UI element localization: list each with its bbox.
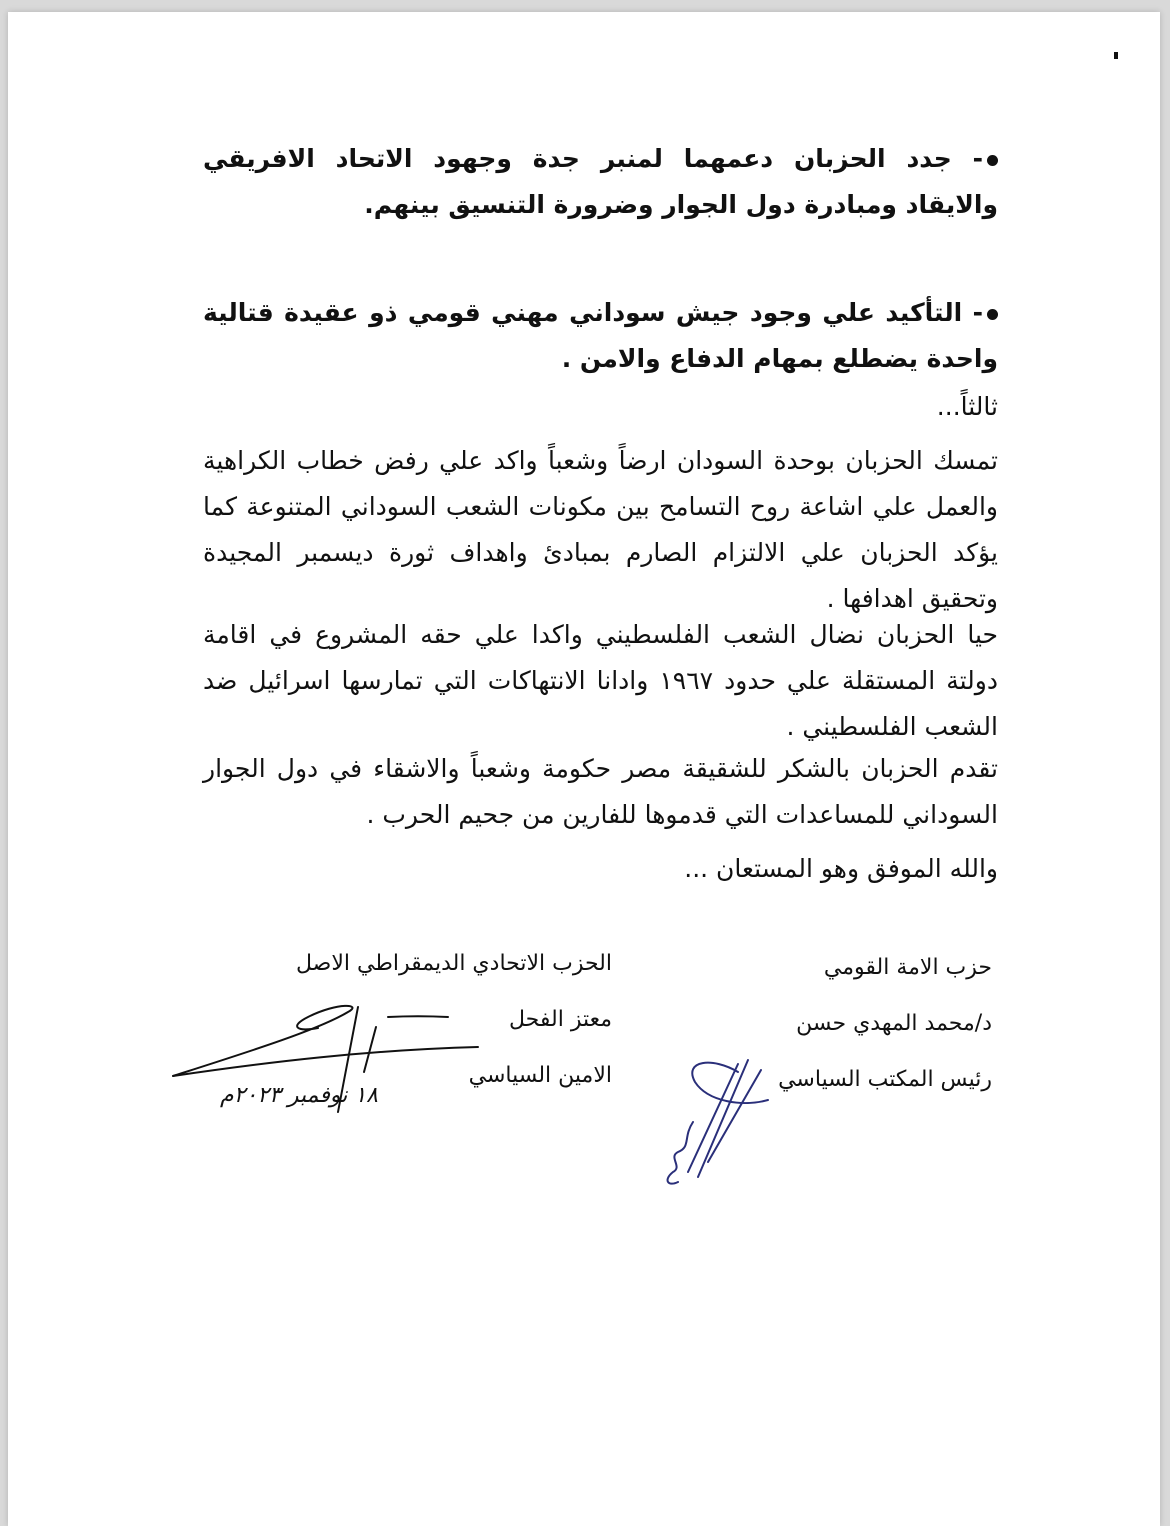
signatory-party: الحزب الاتحادي الديمقراطي الاصل <box>296 951 612 976</box>
section-heading: ثالثاً... <box>936 392 998 421</box>
signatory-title: الامين السياسي <box>468 1063 612 1088</box>
document-page <box>8 12 1160 1526</box>
closing-line: والله الموفق وهو المستعان ... <box>684 854 998 883</box>
signature-left-image <box>168 992 508 1142</box>
paragraph: تمسك الحزبان بوحدة السودان ارضاً وشعباً واكد علي رفض خطاب الكراهية والعمل علي اشاعة روح التسامح بين مكونات الشعب السوداني المتنوعة كما يؤكد الحزبان علي الالتزام الصارم بمبادئ واهداف ثورة ديسمبر المجيدة وتحقيق اهدافها . <box>203 446 998 613</box>
bullet-item <box>203 136 998 228</box>
signatory-title: رئيس المكتب السياسي <box>778 1067 992 1092</box>
paragraph: تقدم الحزبان بالشكر للشقيقة مصر حكومة وشعباً والاشقاء في دول الجوار السوداني للمساعدات التي قدموها للفارين من جحيم الحرب . <box>203 754 998 829</box>
handwritten-date: ١٨ نوفمبر ٢٠٢٣م <box>219 1083 378 1108</box>
signatory-party: حزب الامة القومي <box>823 955 992 980</box>
bullet-text: - جدد الحزبان دعمهما لمنبر جدة وجهود الاتحاد الافريقي والايقاد ومبادرة دول الجوار وضرورة التنسيق بينهم. <box>203 144 998 219</box>
bullet-text: - التأكيد علي وجود جيش سوداني مهني قومي ذو عقيدة قتالية واحدة يضطلع بمهام الدفاع والامن . <box>203 298 998 373</box>
corner-mark <box>1114 52 1118 59</box>
signatory-name: د/محمد المهدي حسن <box>796 1011 992 1036</box>
bullet-icon <box>987 155 998 166</box>
paragraph: حيا الحزبان نضال الشعب الفلسطيني واكدا علي حقه المشروع في اقامة دولتة المستقلة علي حدود ١٩٦٧ وادانا الانتهاكات التي تمارسها اسرائيل ضد الشعب الفلسطيني . <box>203 620 998 741</box>
bullet-icon <box>987 309 998 320</box>
bullet-item <box>203 290 998 382</box>
signatory-name: معتز الفحل <box>509 1007 612 1032</box>
signature-right-image <box>653 1052 783 1202</box>
